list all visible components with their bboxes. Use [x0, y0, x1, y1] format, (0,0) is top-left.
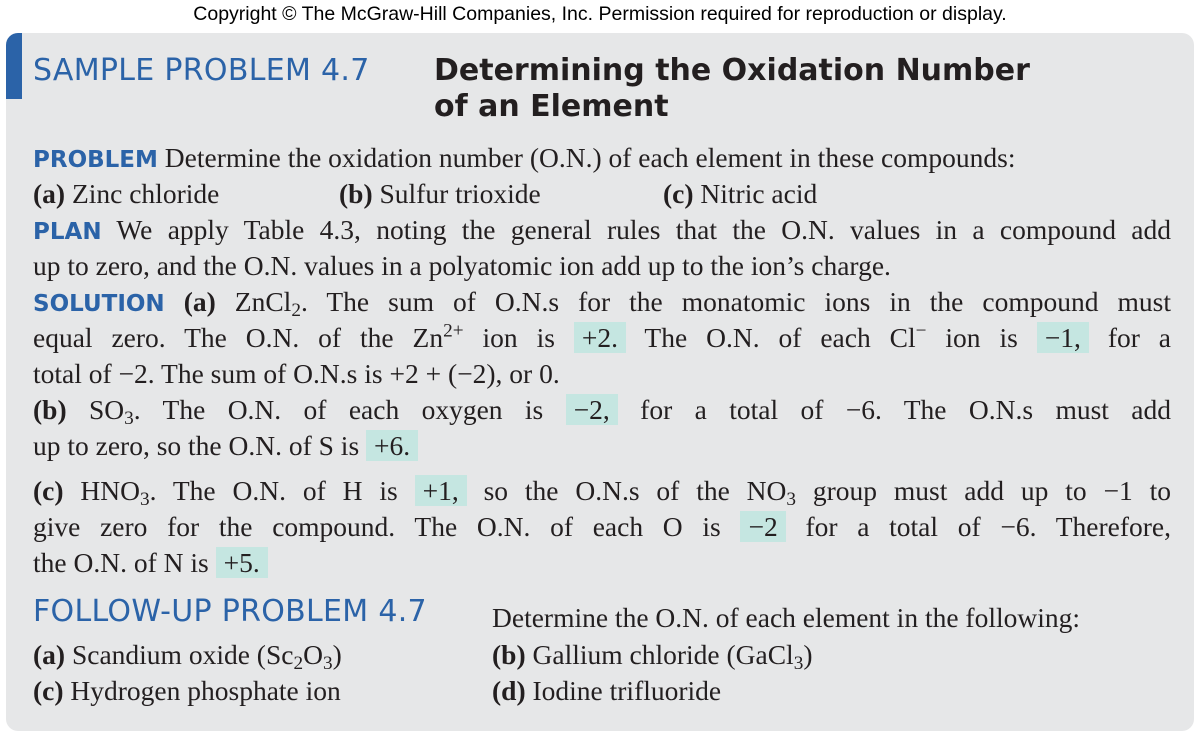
item-letter: (c)	[33, 475, 64, 506]
item-text: Iodine trifluoride	[532, 675, 722, 706]
item-text: Scandium oxide (Sc	[71, 639, 294, 670]
highlighted-answer-zn: +2.	[574, 322, 626, 353]
item-text: Zinc chloride	[71, 178, 220, 209]
sentence-text: . The O.N. of each oxygen is	[133, 394, 566, 425]
formula-zncl2	[234, 286, 301, 321]
formula-subscript: 3	[322, 652, 333, 674]
sentence-text: . The sum of O.N.s for the monatomic ions in the compound must	[300, 286, 1171, 317]
sentence-text: for a total of −6. The O.N.s must add	[640, 394, 1172, 425]
solution-c-line-1	[33, 473, 1171, 509]
sentence-text: for a	[1107, 322, 1172, 353]
highlighted-answer-cl: −1,	[1037, 322, 1089, 353]
follow-up-item-b	[492, 637, 812, 673]
item-letter: (c)	[33, 675, 64, 706]
plan-line-1	[33, 212, 1171, 250]
item-letter: (a)	[33, 178, 66, 209]
item-letter: (c)	[663, 178, 694, 209]
sentence-text: ion is	[926, 322, 1037, 353]
formula-subscript: 3	[124, 407, 134, 429]
item-letter: (a)	[33, 639, 66, 670]
sentence-text: the O.N. of N is	[33, 547, 216, 578]
title-line-1: Determining the Oxidation Number	[434, 53, 1030, 88]
sentence-text: ion is	[463, 322, 574, 353]
item-text: Hydrogen phosphate ion	[70, 675, 341, 706]
highlighted-answer-o-c: −2	[740, 511, 785, 542]
formula-subscript: 2	[293, 652, 304, 674]
problem-statement	[33, 140, 1016, 178]
item-text: O	[303, 639, 323, 670]
sentence-text: group must add up to −1 to	[812, 475, 1172, 506]
plan-line-2: up to zero, and the O.N. values in a polyatomic ion add up to the ion’s charge.	[33, 250, 891, 281]
follow-up-label: FOLLOW-UP PROBLEM 4.7	[33, 594, 427, 629]
solution-c-line-3	[33, 545, 268, 581]
item-text: Nitric acid	[700, 178, 818, 209]
ion-charge: −	[915, 320, 927, 342]
highlighted-answer-s: +6.	[366, 430, 418, 461]
sentence-text: . The O.N. of H is	[149, 475, 415, 506]
item-text: )	[332, 639, 342, 670]
item-letter: (b)	[492, 639, 526, 670]
problem-item-c	[663, 176, 817, 212]
formula-text: HNO	[80, 475, 140, 506]
header-accent-bar	[6, 33, 22, 99]
ion-charge: 2+	[443, 320, 464, 342]
formula-subscript: 3	[793, 652, 804, 674]
follow-up-text: Determine the O.N. of each element in the following:	[492, 602, 1081, 633]
solution-keyword: SOLUTION	[33, 291, 165, 317]
sentence-text: for a total of −6. Therefore,	[805, 511, 1171, 542]
item-letter: (b)	[339, 178, 373, 209]
solution-a-line-1	[33, 284, 1171, 322]
sample-problem-title	[434, 53, 1030, 125]
sentence-text: so the O.N.s of the NO	[483, 475, 787, 506]
sentence-text: The O.N. of each Cl	[644, 322, 916, 353]
formula-subscript: 3	[140, 488, 150, 510]
plan-text-1: We apply Table 4.3, noting the general rules that the O.N. values in a compound add	[116, 214, 1171, 245]
follow-up-item-a	[33, 637, 342, 673]
item-text: )	[803, 639, 813, 670]
follow-up-item-d	[492, 673, 721, 709]
item-letter: (a)	[183, 286, 216, 317]
item-letter: (b)	[33, 394, 67, 425]
formula-hno3	[80, 475, 150, 510]
item-letter: (d)	[492, 675, 526, 706]
formula-text: ZnCl	[234, 286, 292, 317]
plan-keyword: PLAN	[33, 219, 102, 245]
formula-text: SO	[89, 394, 125, 425]
solution-a-line-2	[33, 320, 1171, 356]
solution-a-line-3: total of −2. The sum of O.N.s is +2 + (−2), or 0.	[33, 358, 560, 389]
solution-c-line-2	[33, 509, 1171, 545]
highlighted-answer-n: +5.	[216, 547, 268, 578]
title-line-2: of an Element	[434, 89, 669, 124]
sample-problem-panel	[6, 33, 1194, 731]
solution-b-line-2	[33, 428, 418, 464]
item-text: Sulfur trioxide	[379, 178, 541, 209]
copyright-notice: Copyright © The McGraw-Hill Companies, Inc. Permission required for reproduction or display.	[193, 3, 1007, 25]
highlighted-answer-o: −2,	[566, 394, 618, 425]
highlighted-answer-h: +1,	[415, 475, 467, 506]
item-text: Gallium chloride (GaCl	[532, 639, 794, 670]
sentence-text: give zero for the compound. The O.N. of each O is	[33, 511, 741, 542]
solution-b-line-1	[33, 392, 1171, 428]
sentence-text: equal zero. The O.N. of the Zn	[33, 322, 444, 353]
problem-text: Determine the oxidation number (O.N.) of each element in these compounds:	[164, 142, 1016, 173]
problem-item-b	[339, 176, 541, 212]
formula-so3	[89, 394, 134, 429]
sentence-text: up to zero, so the O.N. of S is	[33, 430, 367, 461]
formula-subscript: 3	[786, 488, 797, 510]
sample-problem-label: SAMPLE PROBLEM 4.7	[33, 53, 370, 88]
problem-item-a	[33, 176, 219, 212]
problem-keyword: PROBLEM	[33, 147, 158, 173]
formula-subscript: 2	[291, 299, 301, 321]
follow-up-item-c	[33, 673, 341, 709]
